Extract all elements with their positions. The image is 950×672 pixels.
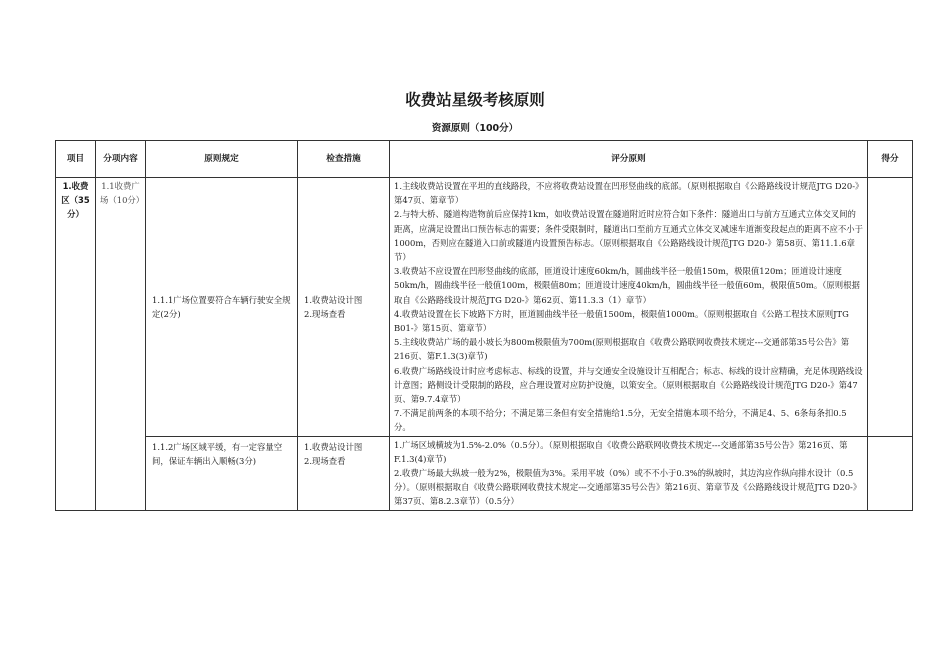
item-cell: 1.收费区（35分） [56,178,96,511]
criteria-cell [390,436,868,510]
criteria-line: 4.收费站设置在长下坡路下方时，匝道圆曲线半径一般值1500m，极限值1000m。（原则根据取自《公路工程技术原则JTG B01-》第15页、第章节） [394,308,849,334]
criteria-line: 5.主线收费站广场的最小坡长为800m极限值为700m(原则根据取自《收费公路联网收费技术规定---交通部第35号公告》第216页、第F.1.3(3)章节) [394,337,850,362]
rule-cell: 1.1.1广场位置要符合车辆行驶安全规定(2分) [146,178,298,437]
header-score: 得分 [868,141,913,178]
header-item: 项目 [56,141,96,178]
criteria-line: 6.收费广场路线设计时应考虑标志、标线的设置，并与交通安全设施设计互相配合；标志、标线的设计应精确，充足体现路线设计意图；路侧设计受限制的路段，应合理设置对应防护设施，以策安全。（原则根据取自《公路路线设计规范JTG D20-》第47页、第9.7.4章节） [394,365,863,405]
criteria-line: 3.收费站不应设置在凹形竖曲线的底部，匝道设计速度60km/h，圆曲线半径一般值150m，极限值120m；匝道设计速度50km/h，圆曲线半径一般值100m，极限值80m；匝道设计速度40km/h，圆曲线半径一般值60m，极限值50m。（原则根据取自《公路路线设计规范JTG D20-》第62页、第11.3.3（1）章节） [394,266,860,305]
criteria-line: 7.不满足前两条的本项不给分；不满足第三条但有安全措施给1.5分，无安全措施本项不给分，不满足4、5、6条每条扣0.5分。 [394,408,847,433]
check-cell [298,436,390,510]
check-line: 2.现场查看 [304,308,346,319]
header-rule: 原则规定 [146,141,298,178]
criteria-line: 2.与特大桥、隧道构造物前后应保持1km，如收费站设置在隧道附近时应符合如下条件：隧道出口与前方互通式立体交叉间的距离，应满足设置出口预告标志的需要；条件受限制时，隧道出口至前方互通式立体交叉减速车道渐变段起点的距离不应不小于1000m，否则应在隧道入口前或隧道内设置预告标志。（原则根据取自《公路路线设计规范JTG D20-》第58页、第11.1.6章节） [394,209,863,263]
check-line: 1.收费站设计图 [304,441,363,452]
table-row [56,178,913,437]
document-subtitle: 资源原则（100分） [431,123,519,134]
header-check: 检查措施 [298,141,390,178]
sub-item-cell: 1.1收费广场（10分） [96,178,146,511]
criteria-line: 2.收费广场最大纵坡一般为2%，极限值为3%。采用平坡（0%）或不不小于0.3%的纵坡时，其边沟应作纵向排水设计（0.5分）。（原则根据取自《收费公路联网收费技术规定---交通部第35号公告》第216页、第章节及《公路路线设计规范JTG D20-》第37页、第8.2.3章节）（0.5分） [394,468,862,507]
header-sub: 分项内容 [96,141,146,178]
check-cell [298,178,390,437]
score-cell[interactable] [868,178,913,437]
table-header-row [56,141,913,178]
check-line: 1.收费站设计图 [304,294,363,305]
table-row [56,436,913,510]
check-line: 2.现场查看 [304,455,346,466]
assessment-table [55,140,913,511]
score-cell[interactable] [868,436,913,510]
rule-cell: 1.1.2广场区域平缓，有一定容量空间，保证车辆出入顺畅(3分) [146,436,298,510]
criteria-line: 1.广场区域横坡为1.5%-2.0%（0.5分）。（原则根据取自《收费公路联网收费技术规定---交通部第35号公告》第216页、第F.1.3(4)章节) [394,439,848,464]
document-title: 收费站星级考核原则 [405,91,545,109]
criteria-cell [390,178,868,437]
criteria-line: 1.主线收费站设置在平坦的直线路段，不应将收费站设置在凹形竖曲线的底部。（原则根据取自《公路路线设计规范JTG D20-》第47页、第章节） [394,181,860,206]
header-criteria: 评分原则 [390,141,868,178]
